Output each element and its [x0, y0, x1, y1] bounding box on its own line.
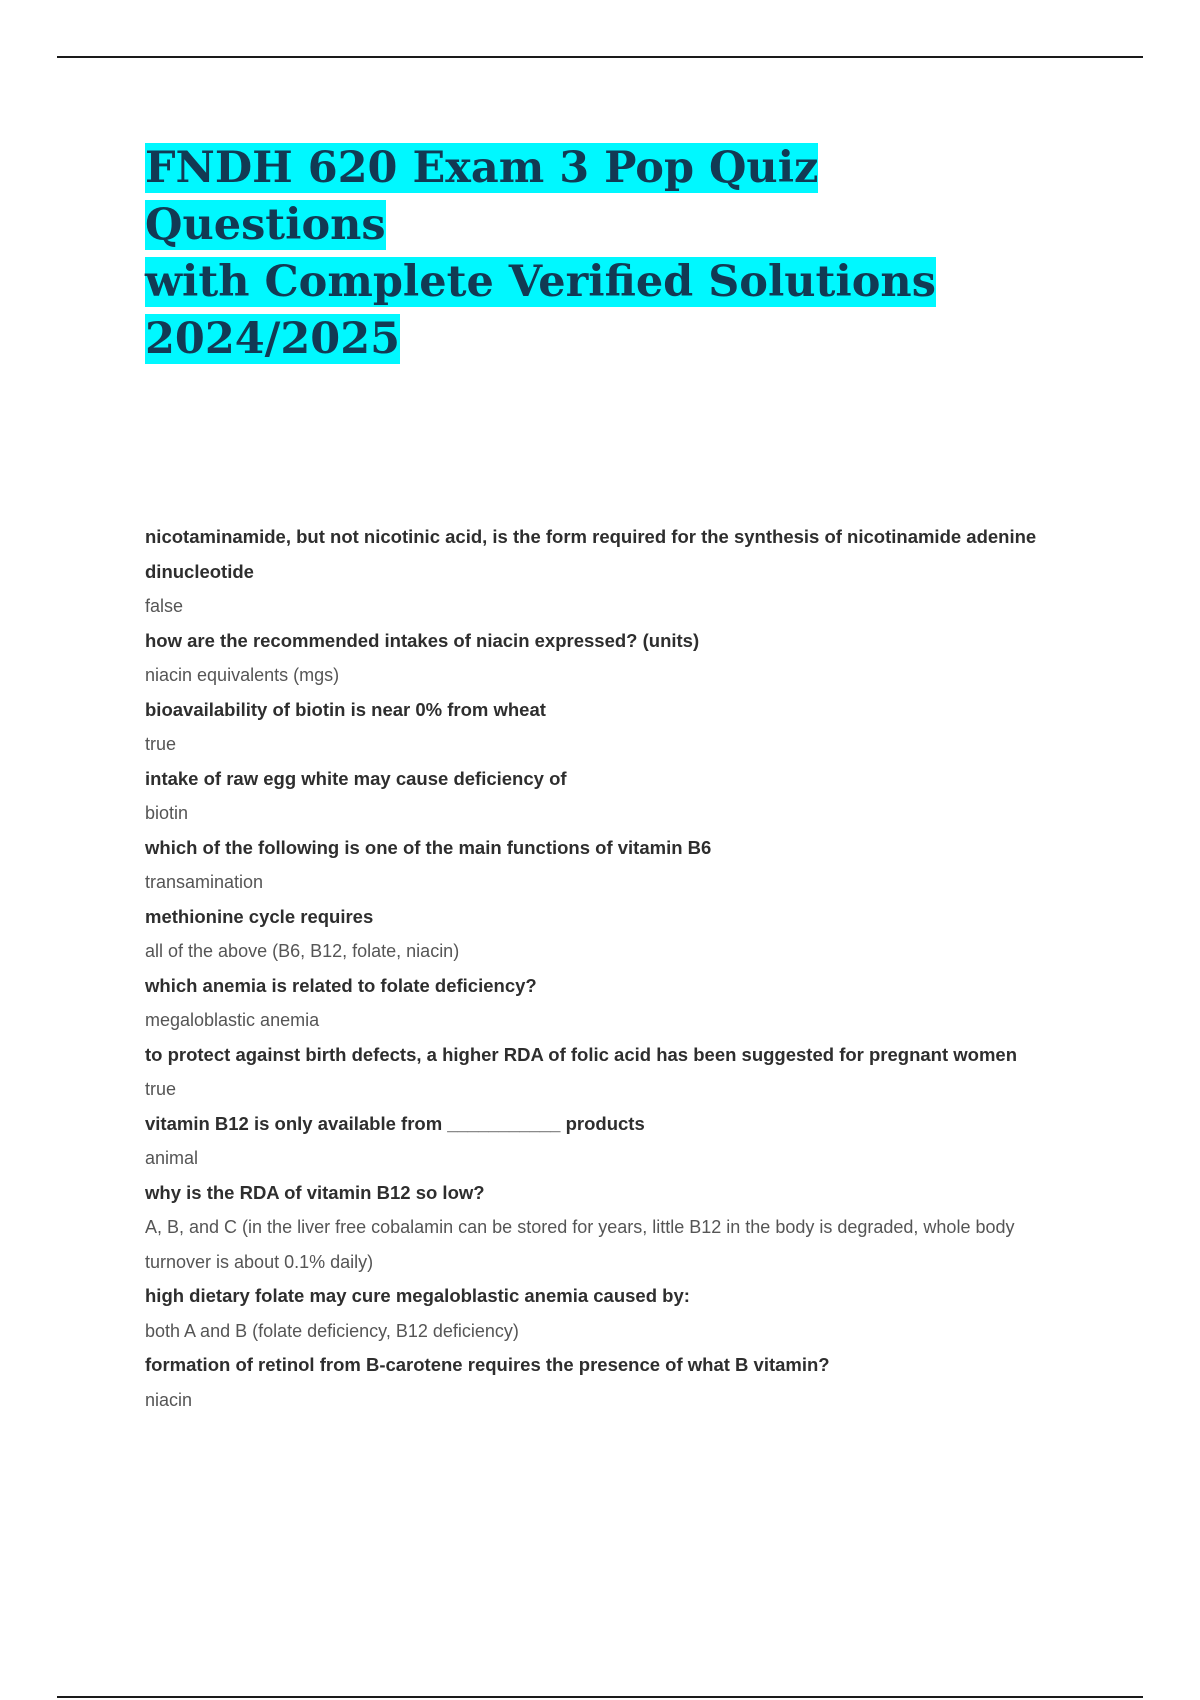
answer-text: true: [145, 734, 177, 754]
question-text: methionine cycle requires: [145, 905, 374, 927]
qa-item: [145, 1107, 1075, 1176]
answer-text: true: [145, 1079, 177, 1099]
qa-item: [145, 693, 1075, 762]
question-text: to protect against birth defects, a higher RDA of folic acid has been suggested for pregnant women: [145, 1043, 1018, 1065]
qa-item: [145, 1038, 1075, 1107]
qa-item: [145, 1348, 1075, 1417]
answer-text: biotin: [145, 803, 189, 823]
answer-text: all of the above (B6, B12, folate, niacin): [145, 941, 460, 961]
title-line-3: 2024/2025: [145, 314, 401, 364]
answer-text: niacin: [145, 1389, 193, 1410]
qa-item: [145, 762, 1075, 831]
answer-text: A, B, and C (in the liver free cobalamin can be stored for years, little B12 in the body is degraded, whole body turnover is about 0.1% daily): [145, 1217, 1015, 1272]
document-title: [145, 140, 1045, 368]
qa-item: [145, 1176, 1075, 1280]
qa-item: [145, 520, 1075, 624]
qa-item: [145, 831, 1075, 900]
question-text: nicotaminamide, but not nicotinic acid, is the form required for the synthesis of nicotinamide adenine dinucleotide: [145, 526, 1037, 582]
question-text: how are the recommended intakes of niacin expressed? (units): [145, 629, 700, 651]
answer-text: animal: [145, 1148, 199, 1168]
qa-item: [145, 624, 1075, 693]
qa-item: [145, 969, 1075, 1038]
question-text: formation of retinol from B-carotene requires the presence of what B vitamin?: [145, 1354, 830, 1375]
bottom-rule: [57, 1696, 1143, 1698]
answer-text: both A and B (folate deficiency, B12 deficiency): [145, 1320, 519, 1341]
question-text: which anemia is related to folate deficiency?: [145, 974, 537, 996]
top-rule: [57, 56, 1143, 58]
question-text: bioavailability of biotin is near 0% from wheat: [145, 698, 546, 720]
question-text: high dietary folate may cure megaloblastic anemia caused by:: [145, 1285, 690, 1306]
answer-text: transamination: [145, 872, 264, 892]
question-text: why is the RDA of vitamin B12 so low?: [145, 1181, 485, 1203]
answer-text: megaloblastic anemia: [145, 1010, 320, 1030]
answer-text: false: [145, 596, 184, 616]
question-text: vitamin B12 is only available from ___________ products: [145, 1112, 645, 1134]
qa-item: [145, 1279, 1075, 1348]
qa-list: [145, 520, 1075, 1417]
qa-item: [145, 900, 1075, 969]
title-line-1: FNDH 620 Exam 3 Pop Quiz Questions: [145, 143, 819, 250]
question-text: which of the following is one of the main functions of vitamin B6: [145, 836, 712, 858]
title-line-2: with Complete Verified Solutions: [145, 257, 936, 307]
answer-text: niacin equivalents (mgs): [145, 665, 340, 685]
question-text: intake of raw egg white may cause deficiency of: [145, 767, 567, 789]
